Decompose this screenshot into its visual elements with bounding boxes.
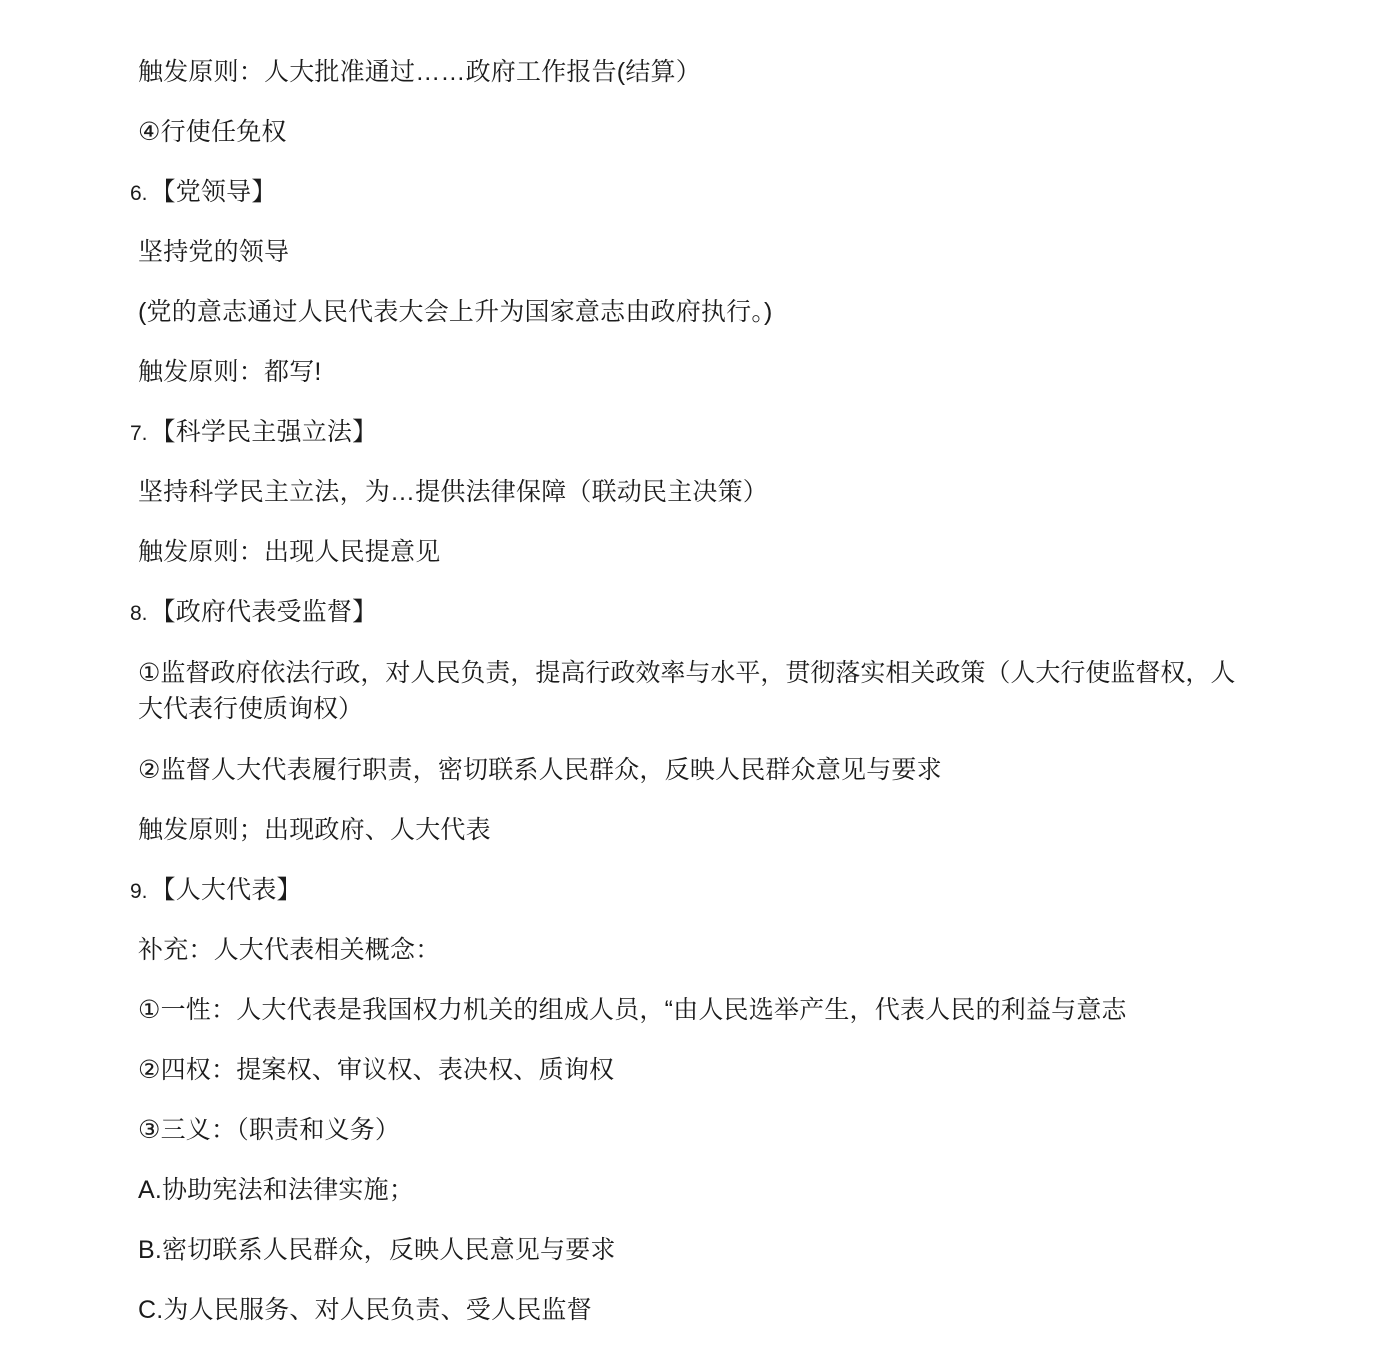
note-heading (130, 874, 1266, 907)
note-heading (130, 416, 1266, 449)
note-line: 触发原则：人大批准通过……政府工作报告(结算） (138, 58, 701, 86)
note-line: 触发原则：出现人民提意见 (138, 538, 441, 566)
item-number: 9. (130, 880, 148, 903)
note-line: B.密切联系人民群众，反映人民意见与要求 (138, 1236, 616, 1264)
note-heading-label: 【党领导】 (150, 178, 277, 206)
note-line: 坚持科学民主立法，为…提供法律保障（联动民主决策） (138, 478, 769, 506)
item-number: 6. (130, 182, 148, 205)
note-line: ③三义：（职责和义务） (138, 1116, 401, 1144)
note-line: ①监督政府依法行政，对人民负责，提高行政效率与水平，贯彻落实相关政策（人大行使监督权，人大代表行使质询权） (138, 659, 1236, 723)
note-heading (130, 176, 1266, 209)
note-line: 补充：人大代表相关概念： (138, 936, 441, 964)
note-line: 触发原则：都写! (138, 358, 322, 386)
note-line: 坚持党的领导 (138, 238, 290, 266)
note-line: ④行使任免权 (138, 118, 287, 146)
item-number: 8. (130, 602, 148, 625)
note-line: (党的意志通过人民代表大会上升为国家意志由政府执行。) (138, 298, 773, 326)
note-heading-label: 【科学民主强立法】 (150, 418, 378, 446)
note-line: ②四权：提案权、审议权、表决权、质询权 (138, 1056, 615, 1084)
note-heading (130, 596, 1266, 629)
item-number: 7. (130, 422, 148, 445)
note-line: ①一性：人大代表是我国权力机关的组成人员，“由人民选举产生，代表人民的利益与意志 (138, 996, 1127, 1024)
note-line: A.协助宪法和法律实施； (138, 1176, 415, 1204)
note-heading-label: 【人大代表】 (150, 876, 302, 904)
note-line: C.为人民服务、对人民负责、受人民监督 (138, 1296, 592, 1324)
note-heading-label: 【政府代表受监督】 (150, 598, 378, 626)
note-line: ②监督人大代表履行职责，密切联系人民群众，反映人民群众意见与要求 (138, 756, 942, 784)
note-line: 触发原则；出现政府、人大代表 (138, 816, 491, 844)
